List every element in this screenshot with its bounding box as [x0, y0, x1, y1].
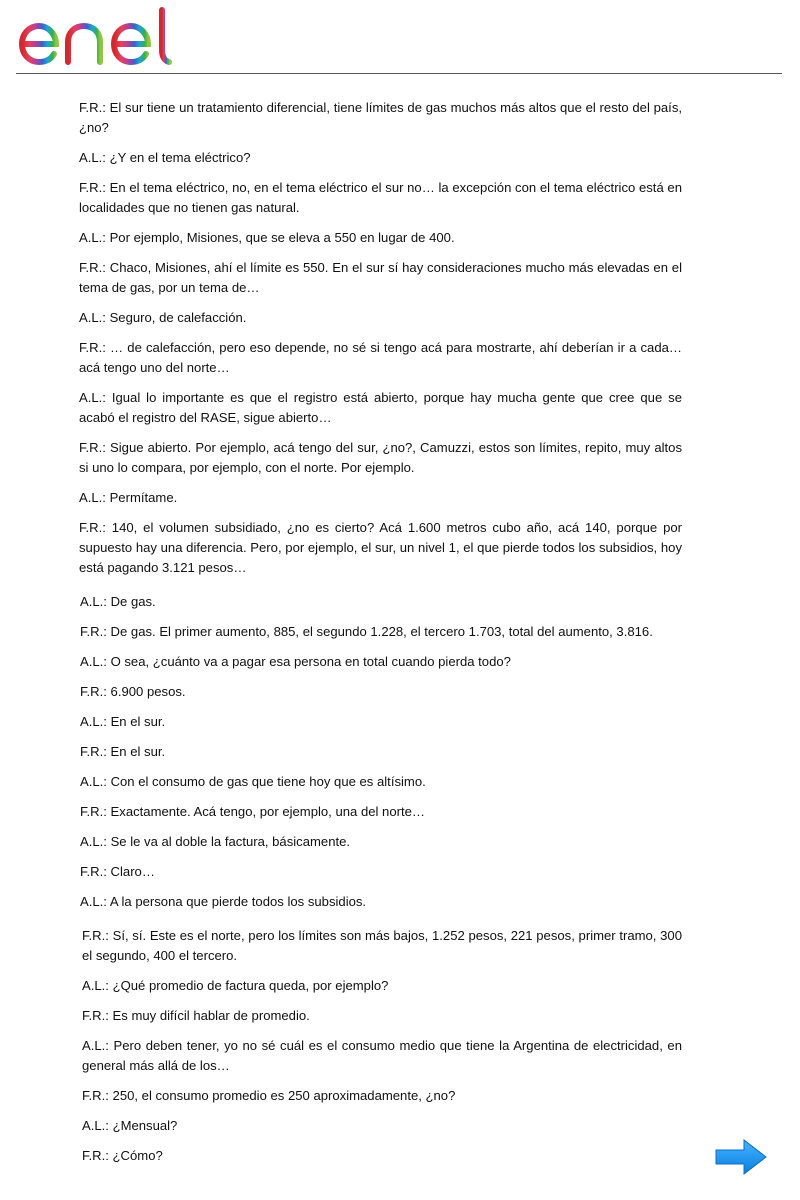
transcript-paragraph: A.L.: O sea, ¿cuánto va a pagar esa persona en total cuando pierda todo?: [80, 654, 511, 669]
transcript-paragraph: A.L.: Por ejemplo, Misiones, que se eleva a 550 en lugar de 400.: [79, 230, 455, 245]
transcript-paragraph: F.R.: El sur tiene un tratamiento diferencial, tiene límites de gas muchos más altos que el resto del país, ¿no?: [79, 100, 682, 135]
transcript-paragraph: F.R.: Exactamente. Acá tengo, por ejemplo, una del norte…: [80, 804, 425, 819]
right-arrow-icon[interactable]: [714, 1138, 768, 1176]
transcript-paragraph: A.L.: Se le va al doble la factura, básicamente.: [80, 834, 351, 849]
transcript-paragraph: F.R.: En el tema eléctrico, no, en el tema eléctrico el sur no… la excepción con el tema eléctrico está en localidades que no tienen gas natural.: [79, 180, 682, 215]
page-header: [0, 0, 800, 80]
transcript-paragraph: A.L.: Permítame.: [79, 490, 178, 505]
transcript-paragraph: F.R.: Chaco, Misiones, ahí el límite es 550. En el sur sí hay consideraciones mucho más elevadas en el tema de gas, por un tema de…: [79, 260, 682, 295]
transcript-paragraph: A.L.: En el sur.: [80, 714, 166, 729]
transcript-paragraph: F.R.: Es muy difícil hablar de promedio.: [82, 1008, 310, 1023]
transcript-paragraph: F.R.: En el sur.: [80, 744, 166, 759]
transcript-paragraph: A.L.: ¿Y en el tema eléctrico?: [79, 150, 251, 165]
transcript-paragraph: A.L.: ¿Mensual?: [82, 1118, 178, 1133]
transcript-paragraph: F.R.: Sí, sí. Este es el norte, pero los límites son más bajos, 1.252 pesos, 221 pesos, primer tramo, 300 el segundo, 400 el tercero.: [82, 928, 682, 963]
transcript-paragraph: A.L.: Igual lo importante es que el registro está abierto, porque hay mucha gente que cree que se acabó el registro del RASE, sigue abierto…: [79, 390, 682, 425]
transcript-paragraph: A.L.: De gas.: [80, 594, 156, 609]
transcript-paragraph: A.L.: Seguro, de calefacción.: [79, 310, 247, 325]
transcript-paragraph: F.R.: 6.900 pesos.: [80, 684, 186, 699]
transcript-paragraph: A.L.: A la persona que pierde todos los subsidios.: [80, 894, 367, 909]
transcript-paragraph: F.R.: Claro…: [80, 864, 155, 879]
transcript-paragraph: F.R.: Sigue abierto. Por ejemplo, acá tengo del sur, ¿no?, Camuzzi, estos son límites, repito, muy altos si uno lo compara, por ejemplo, con el norte. Por ejemplo.: [79, 440, 682, 475]
transcript-paragraph: F.R.: 250, el consumo promedio es 250 aproximadamente, ¿no?: [82, 1088, 456, 1103]
transcript-paragraph: A.L.: Pero deben tener, yo no sé cuál es el consumo medio que tiene la Argentina de electricidad, en general más allá de los…: [82, 1038, 682, 1073]
header-divider: [16, 73, 782, 74]
transcript-paragraph: A.L.: Con el consumo de gas que tiene hoy que es altísimo.: [80, 774, 426, 789]
transcript-paragraph: A.L.: ¿Qué promedio de factura queda, por ejemplo?: [82, 978, 389, 993]
transcript-paragraph: F.R.: ¿Cómo?: [82, 1148, 163, 1163]
transcript-paragraph: F.R.: 140, el volumen subsidiado, ¿no es cierto? Acá 1.600 metros cubo año, acá 140, porque por supuesto hay una diferencia. Pero, por ejemplo, el sur, un nivel 1, el que pierde todos los subsidios, hoy está pagando 3.121 pesos…: [79, 520, 682, 575]
enel-logo: [16, 6, 172, 68]
transcript-paragraph: F.R.: … de calefacción, pero eso depende, no sé si tengo acá para mostrarte, ahí deberían ir a cada… acá tengo uno del norte…: [79, 340, 682, 375]
transcript-paragraph: F.R.: De gas. El primer aumento, 885, el segundo 1.228, el tercero 1.703, total del aumento, 3.816.: [80, 624, 653, 639]
transcript-body: [79, 98, 682, 1176]
